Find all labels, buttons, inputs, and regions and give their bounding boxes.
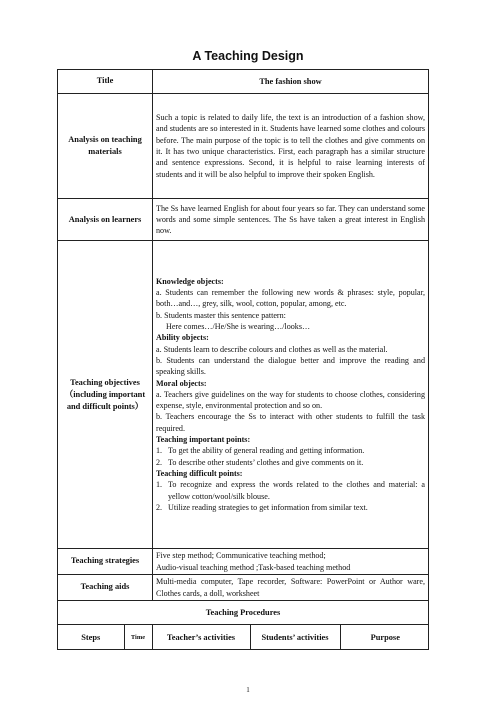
ability-heading: Ability objects:: [156, 333, 209, 343]
materials-text: Such a topic is related to daily life, the text is an introduction of a fashion show, and students are so interested in it. Students have learned some clothes and colours before. The main purpose of the topic is to tell the clothes and give comments on it. It has two unique characteristics. First, each paragraph has a similar structure and sentence expressions. Second, it is helpful to raise learning interests of students and it will be also helpful to improve their spoken English.: [153, 94, 429, 199]
page-number: 1: [246, 686, 250, 694]
important-point-1-number: 1.: [156, 446, 163, 456]
column-teacher-activities: Teacher’s activities: [152, 625, 250, 649]
difficult-point-2: [156, 502, 425, 513]
objectives-row: [58, 241, 429, 549]
teaching-design-table: [57, 69, 429, 650]
learners-text: The Ss have learned English for about four years so far. They can understand some words and some simple sentences. The Ss have taken a great interest in English now.: [153, 199, 429, 241]
title-value: The fashion show: [153, 70, 429, 94]
important-point-2-number: 2.: [156, 457, 163, 467]
strategies-content: [153, 549, 429, 575]
moral-heading: Moral objects:: [156, 378, 207, 388]
important-point-1: [156, 445, 425, 456]
important-point-1-text: To get the ability of general reading and getting information.: [168, 446, 365, 456]
column-steps: Steps: [81, 632, 101, 642]
moral-b: b. Teachers encourage the Ss to interact with other students to fulfill the task required.: [156, 412, 425, 433]
difficult-point-2-number: 2.: [156, 502, 163, 512]
strategies-line-1: Five step method; Communicative teaching method;: [156, 551, 326, 561]
objectives-content: [153, 241, 429, 549]
materials-row: [58, 94, 429, 199]
strategies-line-2: Audio-visual teaching method ;Task-based teaching method: [156, 562, 351, 572]
procedure-columns-table: [58, 625, 430, 649]
procedure-columns: [58, 625, 429, 650]
document-title: A Teaching Design: [192, 49, 304, 63]
knowledge-heading: Knowledge objects:: [156, 276, 224, 286]
knowledge-b-pattern: Here comes…/He/She is wearing…/looks…: [166, 322, 311, 332]
aids-row: [58, 575, 429, 601]
column-students-activities: Students’ activities: [250, 625, 340, 649]
difficult-point-1-number: 1.: [156, 480, 163, 490]
difficult-point-1-text: To recognize and express the words related to the clothes and material: a yellow cotton/wool/silk blouse.: [168, 480, 425, 501]
column-time: Time: [124, 625, 152, 649]
ability-a: a. Students learn to describe colours and clothes as well as the material.: [156, 344, 388, 354]
procedure-columns-row: [58, 625, 429, 650]
strategies-label: Teaching strategies: [58, 549, 153, 575]
strategies-row: [58, 549, 429, 575]
procedures-row: [58, 601, 429, 625]
title-row: [58, 70, 429, 94]
important-points-heading: Teaching important points:: [156, 435, 251, 445]
difficult-point-2-text: Utilize reading strategies to get information from similar text.: [168, 502, 368, 512]
knowledge-b: b. Students master this sentence pattern:: [156, 310, 286, 320]
moral-a: a. Teachers give guidelines on the way for students to choose clothes, considering expense, style, environmental protection and so on.: [156, 389, 425, 411]
difficult-point-1: [156, 479, 425, 502]
important-point-2: [156, 457, 425, 468]
aids-label: Teaching aids: [58, 575, 153, 601]
knowledge-a: a. Students can remember the following new words & phrases: style, popular, both…and…, grey, silk, wool, cotton, popular, among, etc.: [156, 288, 425, 309]
learners-label: Analysis on learners: [58, 199, 153, 241]
learners-row: [58, 199, 429, 241]
column-purpose: Purpose: [340, 625, 430, 649]
difficult-points-heading: Teaching difficult points:: [156, 468, 243, 478]
aids-text: Multi-media computer, Tape recorder, Software: PowerPoint or Author ware, Clothes cards, a doll, worksheet: [153, 575, 429, 601]
objectives-label: Teaching objectives（including important and difficult points）: [58, 241, 153, 549]
ability-b: b. Students can understand the dialogue better and improve the reading and speaking skills.: [156, 355, 425, 377]
important-point-2-text: To describe other students’ clothes and give comments on it.: [168, 457, 364, 467]
procedures-heading: Teaching Procedures: [58, 601, 429, 625]
materials-label: Analysis on teaching materials: [58, 94, 153, 199]
title-label: Title: [58, 70, 153, 94]
